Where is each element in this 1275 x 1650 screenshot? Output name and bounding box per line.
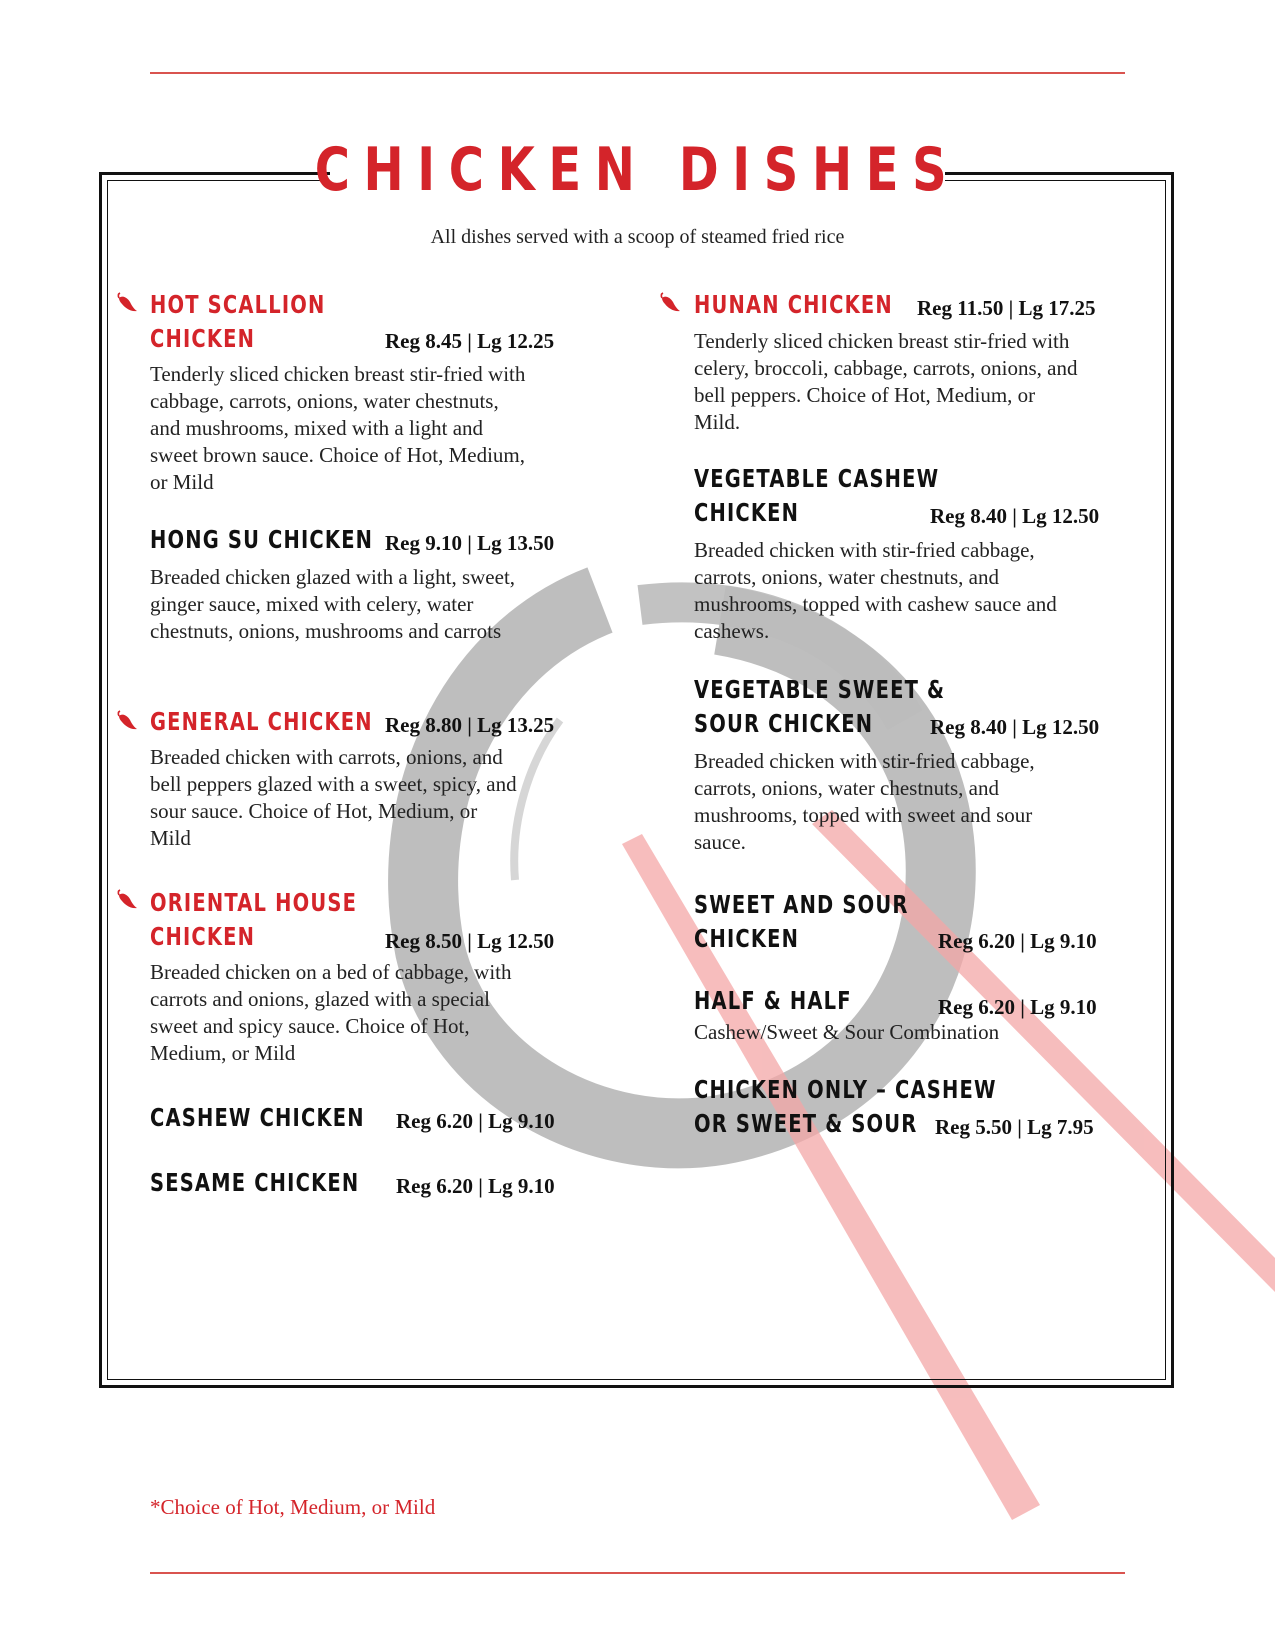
item-price: Reg 6.20 | Lg 9.10 bbox=[396, 1109, 555, 1133]
item-description: Tenderly sliced chicken breast stir-fried with celery, broccoli, cabbage, carrots, onions, and bell peppers. Choice of Hot, Medium, or Mild. bbox=[694, 329, 1078, 434]
item-description: Tenderly sliced chicken breast stir-fried with cabbage, carrots, onions, water chestnuts, and mushrooms, mixed with a light and sweet brown sauce. Choice of Hot, Medium, or Mild bbox=[150, 362, 526, 494]
item-name-line2: CHICKEN bbox=[150, 324, 256, 353]
chili-pepper-icon bbox=[116, 292, 138, 314]
item-name: HALF & HALF bbox=[694, 986, 852, 1015]
item-description: Breaded chicken with stir-fried cabbage, carrots, onions, water chestnuts, and mushrooms, topped with cashew sauce and cashews. bbox=[694, 538, 1057, 643]
item-name: CHICKEN ONLY – CASHEW bbox=[694, 1075, 997, 1104]
item-name: HONG SU CHICKEN bbox=[150, 525, 374, 554]
item-price: Reg 8.45 | Lg 12.25 bbox=[385, 329, 555, 353]
item-price: Reg 11.50 | Lg 17.25 bbox=[917, 296, 1096, 320]
item-name: HOT SCALLION bbox=[150, 290, 326, 319]
item-price: Reg 8.40 | Lg 12.50 bbox=[930, 504, 1100, 528]
item-name-line2: CHICKEN bbox=[150, 922, 256, 951]
item-name: ORIENTAL HOUSE bbox=[150, 888, 358, 917]
item-price: Reg 8.50 | Lg 12.50 bbox=[385, 929, 555, 953]
item-description: Cashew/Sweet & Sour Combination bbox=[694, 1020, 1000, 1044]
item-name: HUNAN CHICKEN bbox=[694, 290, 893, 319]
chili-pepper-icon bbox=[116, 710, 138, 732]
item-name: VEGETABLE CASHEW bbox=[694, 464, 940, 493]
item-name-line2: SOUR CHICKEN bbox=[694, 709, 874, 738]
footnote: *Choice of Hot, Medium, or Mild bbox=[150, 1495, 436, 1519]
item-description: Breaded chicken on a bed of cabbage, with carrots and onions, glazed with a special sweet and spicy sauce. Choice of Hot, Medium, or Mild bbox=[150, 960, 512, 1065]
item-price: Reg 8.40 | Lg 12.50 bbox=[930, 715, 1100, 739]
item-name-line2: CHICKEN bbox=[694, 924, 800, 953]
item-name: GENERAL CHICKEN bbox=[150, 707, 373, 736]
item-name: SWEET AND SOUR bbox=[694, 890, 909, 919]
item-name-line2: CHICKEN bbox=[694, 498, 800, 527]
item-name: CASHEW CHICKEN bbox=[150, 1103, 365, 1132]
item-price: Reg 6.20 | Lg 9.10 bbox=[938, 929, 1097, 953]
item-description: Breaded chicken glazed with a light, sweet, ginger sauce, mixed with celery, water chestnuts, onions, mushrooms and carrots bbox=[150, 565, 516, 643]
item-price: Reg 5.50 | Lg 7.95 bbox=[935, 1115, 1094, 1139]
item-price: Reg 9.10 | Lg 13.50 bbox=[385, 531, 555, 555]
item-price: Reg 6.20 | Lg 9.10 bbox=[396, 1174, 555, 1198]
item-description: Breaded chicken with stir-fried cabbage, carrots, onions, water chestnuts, and mushrooms, topped with sweet and sour sauce. bbox=[694, 749, 1035, 854]
item-name-line2: OR SWEET & SOUR bbox=[694, 1109, 918, 1138]
chili-pepper-icon bbox=[659, 292, 681, 314]
page-title: CHICKEN DISHES bbox=[314, 135, 961, 205]
chili-pepper-icon bbox=[116, 889, 138, 911]
item-price: Reg 6.20 | Lg 9.10 bbox=[938, 995, 1097, 1019]
page-subtitle: All dishes served with a scoop of steamed fried rice bbox=[430, 226, 845, 248]
item-description: Breaded chicken with carrots, onions, and bell peppers glazed with a sweet, spicy, and sour sauce. Choice of Hot, Medium, or Mild bbox=[150, 745, 517, 850]
item-name: VEGETABLE SWEET & bbox=[694, 675, 946, 704]
item-price: Reg 8.80 | Lg 13.25 bbox=[385, 713, 555, 737]
item-name: SESAME CHICKEN bbox=[150, 1168, 360, 1197]
